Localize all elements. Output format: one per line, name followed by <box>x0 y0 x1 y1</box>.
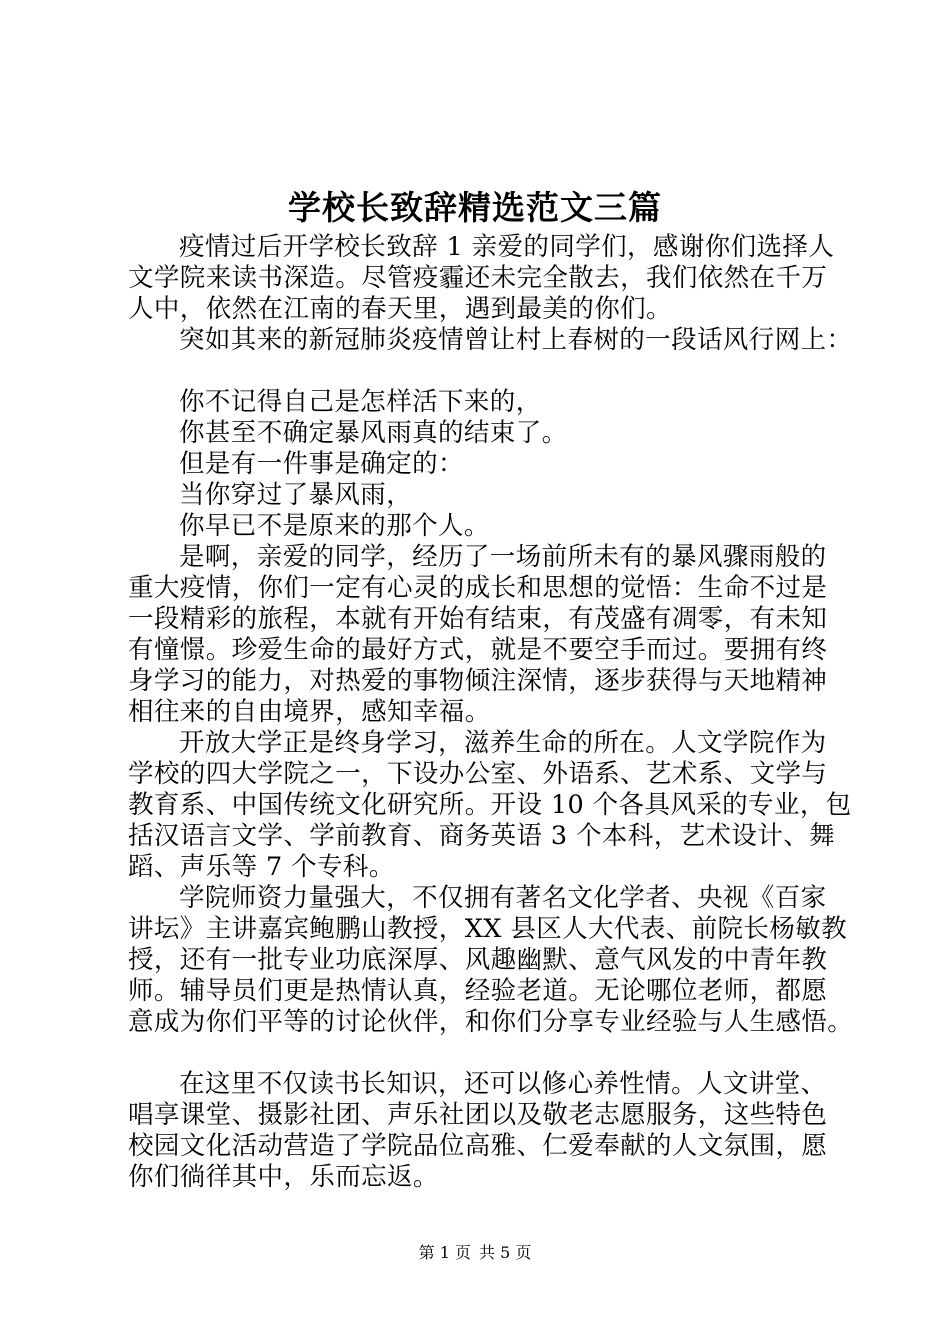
paragraph-line: 相往来的自由境界，感知幸福。 <box>128 697 491 727</box>
blank-line <box>128 356 848 387</box>
paragraph-line: 你们徜徉其中，乐而忘返。 <box>128 1162 439 1192</box>
paragraph-line: 校园文化活动营造了学院品位高雅、仁爱奉献的人文氛围，愿 <box>128 1131 828 1161</box>
paragraph-line: 突如其来的新冠肺炎疫情曾让村上春树的一段话风行网上： <box>179 325 853 355</box>
page-total: 共 5 页 <box>479 1243 532 1262</box>
paragraph-line: 开放大学正是终身学习，滋养生命的所在。人文学院作为 <box>179 728 827 758</box>
blank-line <box>128 1038 848 1069</box>
poem-line: 你甚至不确定暴风雨真的结束了。 <box>179 418 568 448</box>
paragraph-line: 在这里不仅读书长知识，还可以修心养性情。人文讲堂、 <box>179 1069 827 1099</box>
page-number: 第 1 页 <box>418 1243 471 1262</box>
paragraph-line: 有憧憬。珍爱生命的最好方式，就是不要空手而过。要拥有终 <box>128 635 828 665</box>
page-footer <box>0 1242 950 1264</box>
paragraph-line: 疫情过后开学校长致辞 1 亲爱的同学们，感谢你们选择人 <box>179 232 835 262</box>
paragraph-line: 是啊，亲爱的同学，经历了一场前所未有的暴风骤雨般的 <box>179 542 827 572</box>
paragraph-line: 括汉语言文学、学前教育、商务英语 3 个本科，艺术设计、舞 <box>128 821 836 851</box>
paragraph-line: 文学院来读书深造。尽管疫霾还未完全散去，我们依然在千万 <box>128 263 828 293</box>
poem-line: 但是有一件事是确定的： <box>179 449 464 479</box>
poem-line: 你不记得自己是怎样活下来的， <box>179 387 542 417</box>
paragraph-line: 教育系、中国传统文化研究所。开设 10 个各具风采的专业，包 <box>128 790 852 820</box>
paragraph-line: 意成为你们平等的讨论伙伴，和你们分享专业经验与人生感悟。 <box>128 1007 854 1037</box>
paragraph-line: 身学习的能力，对热爱的事物倾注深情，逐步获得与天地精神 <box>128 666 828 696</box>
paragraph-line: 讲坛》主讲嘉宾鲍鹏山教授，XX 县区人大代表、前院长杨敏教 <box>128 914 848 944</box>
paragraph-line: 授，还有一批专业功底深厚、风趣幽默、意气风发的中青年教 <box>128 945 828 975</box>
paragraph-line: 学校的四大学院之一，下设办公室、外语系、艺术系、文学与 <box>128 759 828 789</box>
paragraph-line: 师。辅导员们更是热情认真，经验老道。无论哪位老师，都愿 <box>128 976 828 1006</box>
paragraph-line: 唱享课堂、摄影社团、声乐社团以及敬老志愿服务，这些特色 <box>128 1100 828 1130</box>
paragraph-line: 学院师资力量强大，不仅拥有著名文化学者、央视《百家 <box>179 883 827 913</box>
paragraph-line: 重大疫情，你们一定有心灵的成长和思想的觉悟：生命不过是 <box>128 573 828 603</box>
document-body <box>128 232 854 1193</box>
paragraph-line: 一段精彩的旅程，本就有开始有结束，有茂盛有凋零，有未知 <box>128 604 828 634</box>
poem-line: 当你穿过了暴风雨， <box>179 480 413 510</box>
poem-line: 你早已不是原来的那个人。 <box>179 511 490 541</box>
paragraph-line: 人中，依然在江南的春天里，遇到最美的你们。 <box>128 294 672 324</box>
document-title: 学校长致辞精选范文三篇 <box>288 188 662 227</box>
paragraph-line: 蹈、声乐等 7 个专科。 <box>128 852 395 882</box>
